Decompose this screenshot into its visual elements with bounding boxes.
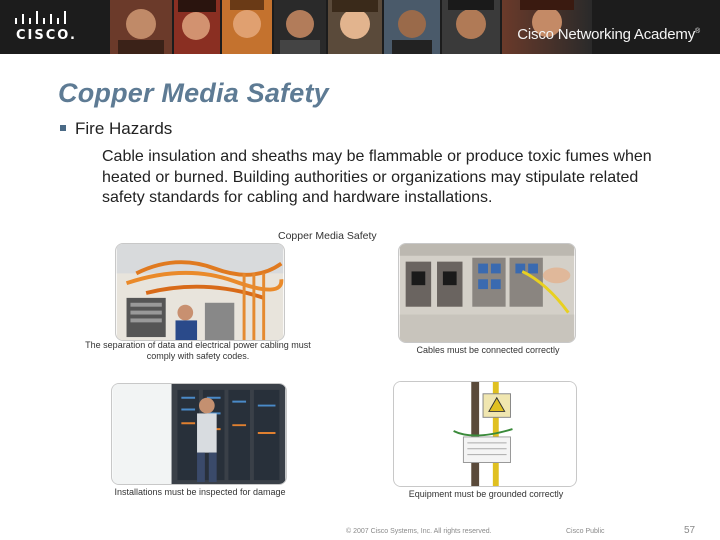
- bullet-label: Fire Hazards: [75, 119, 173, 138]
- grounding-illustration: [394, 382, 576, 486]
- cisco-logo[interactable]: [12, 10, 77, 44]
- caption-top-right: Cables must be connected correctly: [416, 345, 560, 355]
- wall-outlet-illustration: [399, 244, 575, 342]
- student-photo-4: [274, 0, 326, 54]
- server-room-illustration: [112, 384, 286, 484]
- body-paragraph: Cable insulation and sheaths may be flammable or produce toxic fumes when heated or burned. Building authorities or organizations may stipulate related safety standards for cabling and hardware installations.: [102, 148, 652, 206]
- page-number: 57: [684, 525, 696, 536]
- student-photo-3: [222, 0, 272, 54]
- photo-cable-rack: [115, 243, 285, 341]
- student-photo-2: [174, 0, 220, 54]
- page-title: Copper Media Safety: [58, 78, 329, 108]
- cable-rack-illustration: [116, 244, 284, 340]
- photo-grounding: [393, 381, 577, 487]
- photo-wall-outlet: [398, 243, 576, 343]
- figure-title: Copper Media Safety: [278, 230, 377, 242]
- bullet-square-icon: [60, 125, 66, 131]
- student-photo-6: [384, 0, 440, 54]
- student-photo-1: [110, 0, 172, 54]
- photo-server-room: [111, 383, 287, 485]
- cisco-bars-icon: [14, 10, 68, 26]
- copyright-notice: © 2007 Cisco Systems, Inc. All rights reserved.: [346, 528, 492, 535]
- header-banner: [0, 0, 720, 54]
- cisco-brand: CISCO.: [16, 28, 77, 43]
- student-photo-7: [442, 0, 500, 54]
- student-photo-5: [328, 0, 382, 54]
- caption-top-left: The separation of data and electrical power cabling must comply with safety codes.: [85, 340, 311, 361]
- bullet-item: [60, 119, 172, 139]
- caption-bottom-right: Equipment must be grounded correctly: [408, 489, 564, 499]
- caption-bottom-left: Installations must be inspected for damage: [114, 487, 286, 497]
- networking-academy-label: Cisco Networking Academy®: [517, 26, 700, 43]
- classification-label: Cisco Public: [566, 528, 605, 535]
